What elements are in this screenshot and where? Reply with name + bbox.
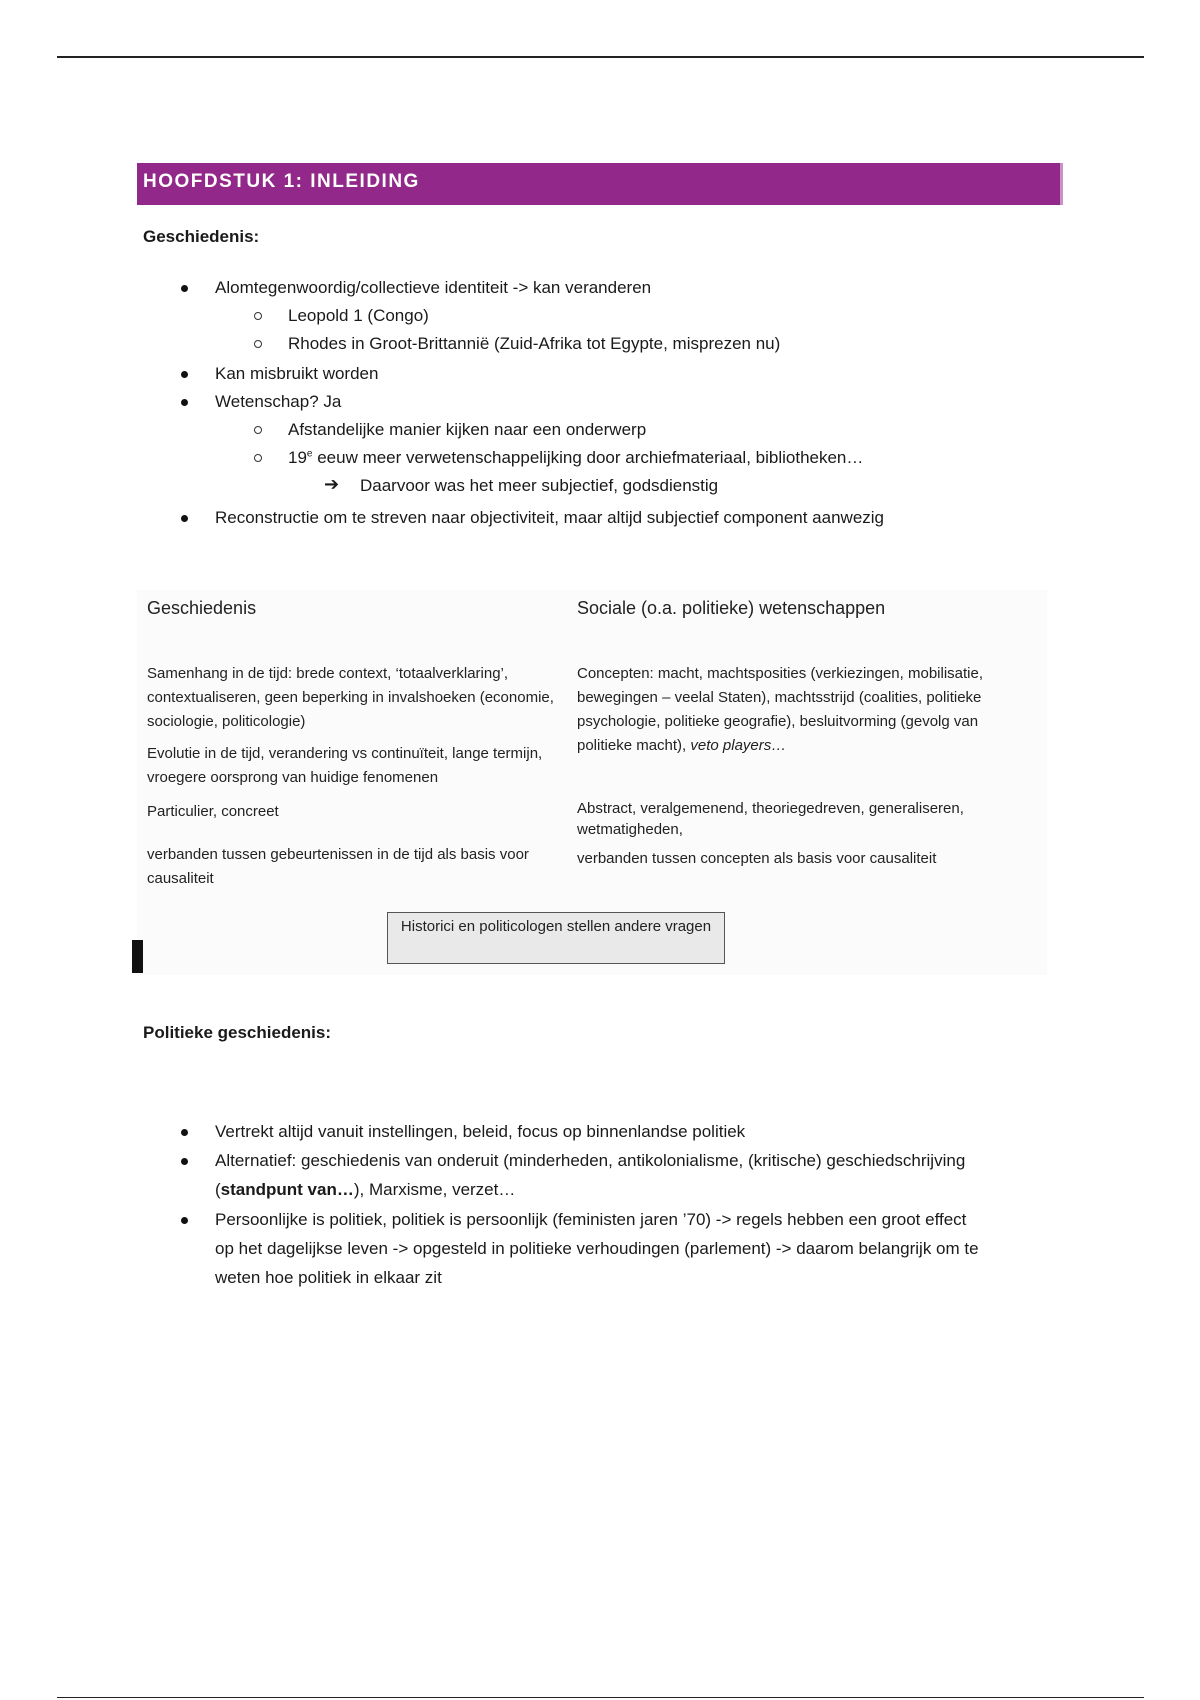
section-heading-politieke-geschiedenis: Politieke geschiedenis: <box>143 1023 332 1042</box>
circle-bullet-icon <box>254 312 262 320</box>
list-item: Leopold 1 (Congo) <box>288 306 429 326</box>
chapter-title-bar <box>137 163 1063 205</box>
comparison-cell: Particulier, concreet <box>147 803 279 820</box>
list-item: Wetenschap? Ja <box>215 392 341 412</box>
list-item: Afstandelijke manier kijken naar een onderwerp <box>288 420 646 440</box>
bullet-icon <box>181 285 188 292</box>
arrow-right-icon: ➔ <box>324 474 340 494</box>
bullet-icon <box>181 399 188 406</box>
chapter-title: HOOFDSTUK 1: INLEIDING <box>143 171 420 192</box>
comparison-cell: verbanden tussen concepten als basis voor causaliteit <box>577 850 937 867</box>
list-item: Vertrekt altijd vanuit instellingen, beleid, focus op binnenlandse politiek <box>215 1122 745 1142</box>
comparison-cell: verbanden tussen gebeurtenissen in de tijd als basis voor causaliteit <box>147 846 529 887</box>
bullet-icon <box>181 371 188 378</box>
comparison-cell: Samenhang in de tijd: brede context, ‘totaalverklaring’, contextualiseren, geen beperking in invalshoeken (economie, sociologie, politicologie) <box>147 665 554 730</box>
callout-box: Historici en politicologen stellen andere vragen <box>387 912 725 964</box>
list-item: Reconstructie om te streven naar objectiviteit, maar altijd subjectief component aanwezig <box>215 508 884 528</box>
list-item-continuation: (standpunt van…), Marxisme, verzet… <box>215 1180 516 1199</box>
header-rule <box>57 56 1144 58</box>
bullet-icon <box>181 1217 188 1224</box>
column-title: Geschiedenis <box>147 598 257 618</box>
comparison-table <box>137 590 1047 975</box>
comparison-cell: Concepten: macht, machtsposities (verkiezingen, mobilisatie, bewegingen – veelal Staten), machtsstrijd (coalities, politieke psychologie, politieke geografie), besluitvorming (gevolg van politieke macht), veto players… <box>577 665 984 754</box>
margin-marker <box>132 940 143 973</box>
comparison-cell: Abstract, veralgemenend, theoriegedreven, generaliseren, wetmatigheden, <box>577 800 964 838</box>
list-item: Alomtegenwoordig/collectieve identiteit -> kan veranderen <box>215 278 651 298</box>
circle-bullet-icon <box>254 454 262 462</box>
section-heading-geschiedenis: Geschiedenis: <box>143 227 260 246</box>
footer-rule <box>57 1697 1144 1698</box>
bullet-icon <box>181 1158 188 1165</box>
list-item: 19e eeuw meer verwetenschappelijking door archiefmateriaal, bibliotheken… <box>288 448 863 468</box>
list-item: Kan misbruikt worden <box>215 364 378 384</box>
column-title: Sociale (o.a. politieke) wetenschappen <box>577 598 886 618</box>
list-item-continuation: op het dagelijkse leven -> opgesteld in politieke verhoudingen (parlement) -> daarom belangrijk om te <box>215 1239 979 1258</box>
comparison-cell: Evolutie in de tijd, verandering vs continuïteit, lange termijn, vroegere oorsprong van huidige fenomenen <box>147 745 543 786</box>
bullet-icon <box>181 1129 188 1136</box>
list-item: Alternatief: geschiedenis van onderuit (minderheden, antikolonialisme, (kritische) geschiedschrijving <box>215 1151 965 1171</box>
circle-bullet-icon <box>254 340 262 348</box>
bullet-icon <box>181 515 188 522</box>
list-item: Persoonlijke is politiek, politiek is persoonlijk (feministen jaren ’70) -> regels hebben een groot effect <box>215 1210 966 1230</box>
list-item-continuation: weten hoe politiek in elkaar zit <box>215 1268 442 1287</box>
list-item: ➔ Daarvoor was het meer subjectief, godsdienstig <box>324 474 719 495</box>
list-item: Rhodes in Groot-Brittannië (Zuid-Afrika tot Egypte, misprezen nu) <box>288 334 780 354</box>
circle-bullet-icon <box>254 426 262 434</box>
